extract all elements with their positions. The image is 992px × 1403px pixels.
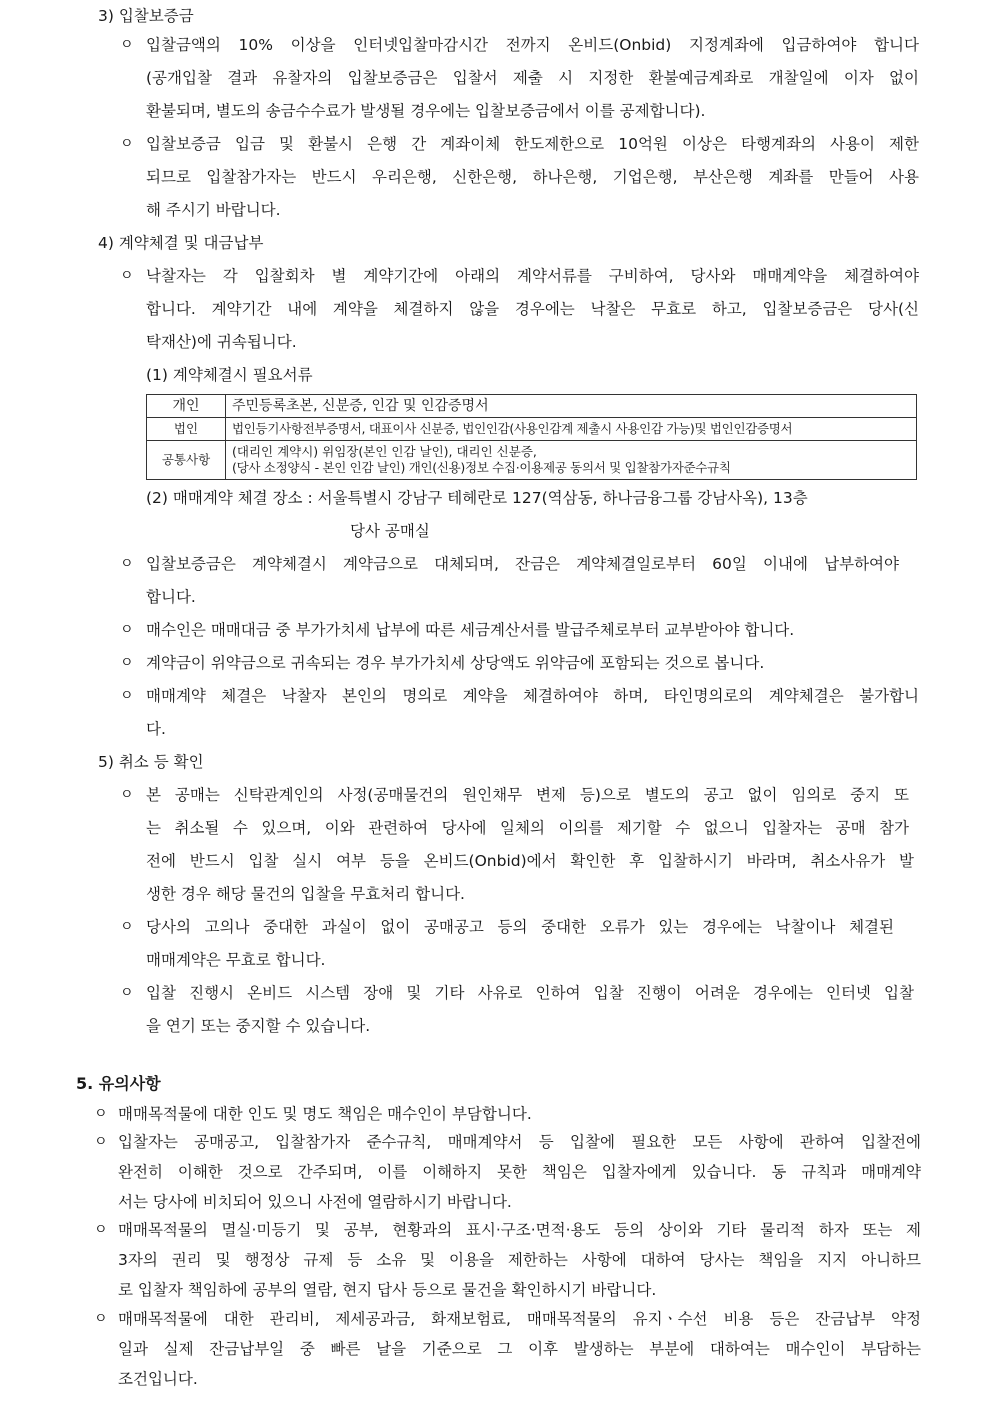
paragraph-line: 매매목적물의 멸실·미등기 및 공부, 현황과의 표시·구조·면적·용도 등의 상이와 기타 물리적 하자 또는 제 (118, 1221, 921, 1239)
paragraph-line: 는 취소될 수 있으며, 이와 관련하여 당사에 일체의 이의를 제기할 수 없으니 입찰자는 공매 참가 (146, 819, 909, 837)
table-cell-key: 개인 (147, 395, 226, 418)
bullet-marker: ㅇ (120, 622, 134, 638)
table-cell-line: (당사 소정양식 - 본인 인감 날인) 개인(신용)정보 수집·이용제공 동의서 및 입찰참가자준수규칙 (232, 460, 731, 475)
paragraph-line: 입찰보증금은 계약체결시 계약금으로 대체되며, 잔금은 계약체결일로부터 60일 이내에 납부하여야 (146, 555, 899, 573)
paragraph-line: 입찰자는 공매공고, 입찰참가자 준수규칙, 매매계약서 등 입찰에 필요한 모든 사항에 관하여 입찰전에 (118, 1133, 921, 1151)
paragraph-line: 로 입찰자 책임하에 공부의 열람, 현지 답사 등으로 물건을 확인하시기 바랍니다. (118, 1281, 657, 1299)
table-row (147, 441, 917, 480)
paragraph-line: 매매계약은 무효로 합니다. (146, 951, 326, 969)
paragraph-line: 당사의 고의나 중대한 과실이 없이 공매공고 등의 중대한 오류가 있는 경우에는 낙찰이나 체결된 (146, 918, 894, 936)
section-heading: 3) 입찰보증금 (98, 7, 194, 25)
required-documents-table (146, 394, 917, 480)
paragraph-line: 합니다. 계약기간 내에 계약을 체결하지 않을 경우에는 낙찰은 무효로 하고, 입찰보증금은 당사(신 (146, 300, 919, 318)
table-cell-line: (대리인 계약시) 위임장(본인 인감 날인), 대리인 신분증, (232, 444, 537, 459)
bullet-marker: ㅇ (120, 688, 134, 704)
paragraph-line: 일과 실제 잔금납부일 중 빠른 날을 기준으로 그 이후 발생하는 부분에 대하여는 매수인이 부담하는 (118, 1340, 921, 1358)
bullet-marker: ㅇ (120, 655, 134, 671)
paragraph-line: 서는 당사에 비치되어 있으니 사전에 열람하시기 바랍니다. (118, 1193, 512, 1211)
table-cell-value: 법인등기사항전부증명서, 대표이사 신분증, 법인인감(사용인감계 제출시 사용인감 가능)및 법인인감증명서 (226, 418, 917, 441)
bullet-marker: ㅇ (94, 1222, 108, 1238)
table-row (147, 395, 917, 418)
bullet-marker: ㅇ (120, 787, 134, 803)
bullet-marker: ㅇ (120, 556, 134, 572)
paragraph-line: 전에 반드시 입찰 실시 여부 등을 온비드(Onbid)에서 확인한 후 입찰하시기 바라며, 취소사유가 발 (146, 852, 914, 870)
paragraph-line: 조건입니다. (118, 1370, 198, 1388)
paragraph-line: 계약금이 위약금으로 귀속되는 경우 부가가치세 상당액도 위약금에 포함되는 것으로 봅니다. (146, 654, 765, 672)
table-cell-value: 주민등록초본, 신분증, 인감 및 인감증명서 (226, 395, 917, 418)
paragraph-line: 3자의 권리 및 행정상 규제 등 소유 및 이용을 제한하는 사항에 대하여 당사는 책임을 지지 아니하므 (118, 1251, 921, 1269)
bullet-marker: ㅇ (120, 985, 134, 1001)
paragraph-line: 탁재산)에 귀속됩니다. (146, 333, 297, 351)
paragraph-line: (공개입찰 결과 유찰자의 입찰보증금은 입찰서 제출 시 지정한 환불예금계좌로 개찰일에 이자 없이 (146, 69, 919, 87)
bullet-marker: ㅇ (94, 1311, 108, 1327)
table-cell-key: 공통사항 (147, 441, 226, 480)
bullet-marker: ㅇ (120, 268, 134, 284)
subsection-heading: (1) 계약체결시 필요서류 (146, 366, 313, 384)
bullet-marker: ㅇ (94, 1106, 108, 1122)
paragraph-line: 합니다. (146, 588, 196, 606)
table-cell-value (226, 441, 917, 480)
paragraph-line: 입찰금액의 10% 이상을 인터넷입찰마감시간 전까지 온비드(Onbid) 지정계좌에 입금하여야 합니다 (146, 36, 919, 54)
paragraph-line: 매매목적물에 대한 인도 및 명도 책임은 매수인이 부담합니다. (118, 1105, 532, 1123)
paragraph-line: 매매계약 체결은 낙찰자 본인의 명의로 계약을 체결하여야 하며, 타인명의로의 계약체결은 불가합니 (146, 687, 919, 705)
paragraph-line: 되므로 입찰참가자는 반드시 우리은행, 신한은행, 하나은행, 기업은행, 부산은행 계좌를 만들어 사용 (146, 168, 919, 186)
bullet-marker: ㅇ (120, 136, 134, 152)
paragraph-line: 본 공매는 신탁관계인의 사정(공매물건의 원인채무 변제 등)으로 별도의 공고 없이 임의로 중지 또 (146, 786, 909, 804)
notes-heading: 5. 유의사항 (76, 1074, 161, 1093)
paragraph-line: 생한 경우 해당 물건의 입찰을 무효처리 합니다. (146, 885, 465, 903)
table-cell-key: 법인 (147, 418, 226, 441)
bullet-marker: ㅇ (120, 37, 134, 53)
paragraph-line: 완전히 이해한 것으로 간주되며, 이를 이해하지 못한 책임은 입찰자에게 있습니다. 동 규칙과 매매계약 (118, 1163, 921, 1181)
paragraph-line: 입찰 진행시 온비드 시스템 장애 및 기타 사유로 인하여 입찰 진행이 어려운 경우에는 인터넷 입찰 (146, 984, 914, 1002)
table-row (147, 418, 917, 441)
paragraph-line: 매매목적물에 대한 관리비, 제세공과금, 화재보험료, 매매목적물의 유지ㆍ수선 비용 등은 잔금납부 약정 (118, 1310, 921, 1328)
paragraph-line: 매수인은 매매대금 중 부가가치세 납부에 따른 세금계산서를 발급주체로부터 교부받아야 합니다. (146, 621, 795, 639)
section-heading: 4) 계약체결 및 대금납부 (98, 234, 264, 252)
paragraph-line: 다. (146, 720, 166, 738)
paragraph-line: 낙찰자는 각 입찰회차 별 계약기간에 아래의 계약서류를 구비하여, 당사와 매매계약을 체결하여야 (146, 267, 919, 285)
paragraph-line: 을 연기 또는 중지할 수 있습니다. (146, 1017, 371, 1035)
paragraph-line: 해 주시기 바랍니다. (146, 201, 281, 219)
bullet-marker: ㅇ (120, 919, 134, 935)
paragraph-line: 입찰보증금 입금 및 환불시 은행 간 계좌이체 한도제한으로 10억원 이상은 타행계좌의 사용이 제한 (146, 135, 919, 153)
subsection-line: 당사 공매실 (350, 522, 430, 540)
bullet-marker: ㅇ (94, 1134, 108, 1150)
section-heading: 5) 취소 등 확인 (98, 753, 204, 771)
subsection-line: (2) 매매계약 체결 장소 : 서울특별시 강남구 테헤란로 127(역삼동, 하나금융그룹 강남사옥), 13층 (146, 489, 808, 507)
paragraph-line: 환불되며, 별도의 송금수수료가 발생될 경우에는 입찰보증금에서 이를 공제합니다). (146, 102, 706, 120)
